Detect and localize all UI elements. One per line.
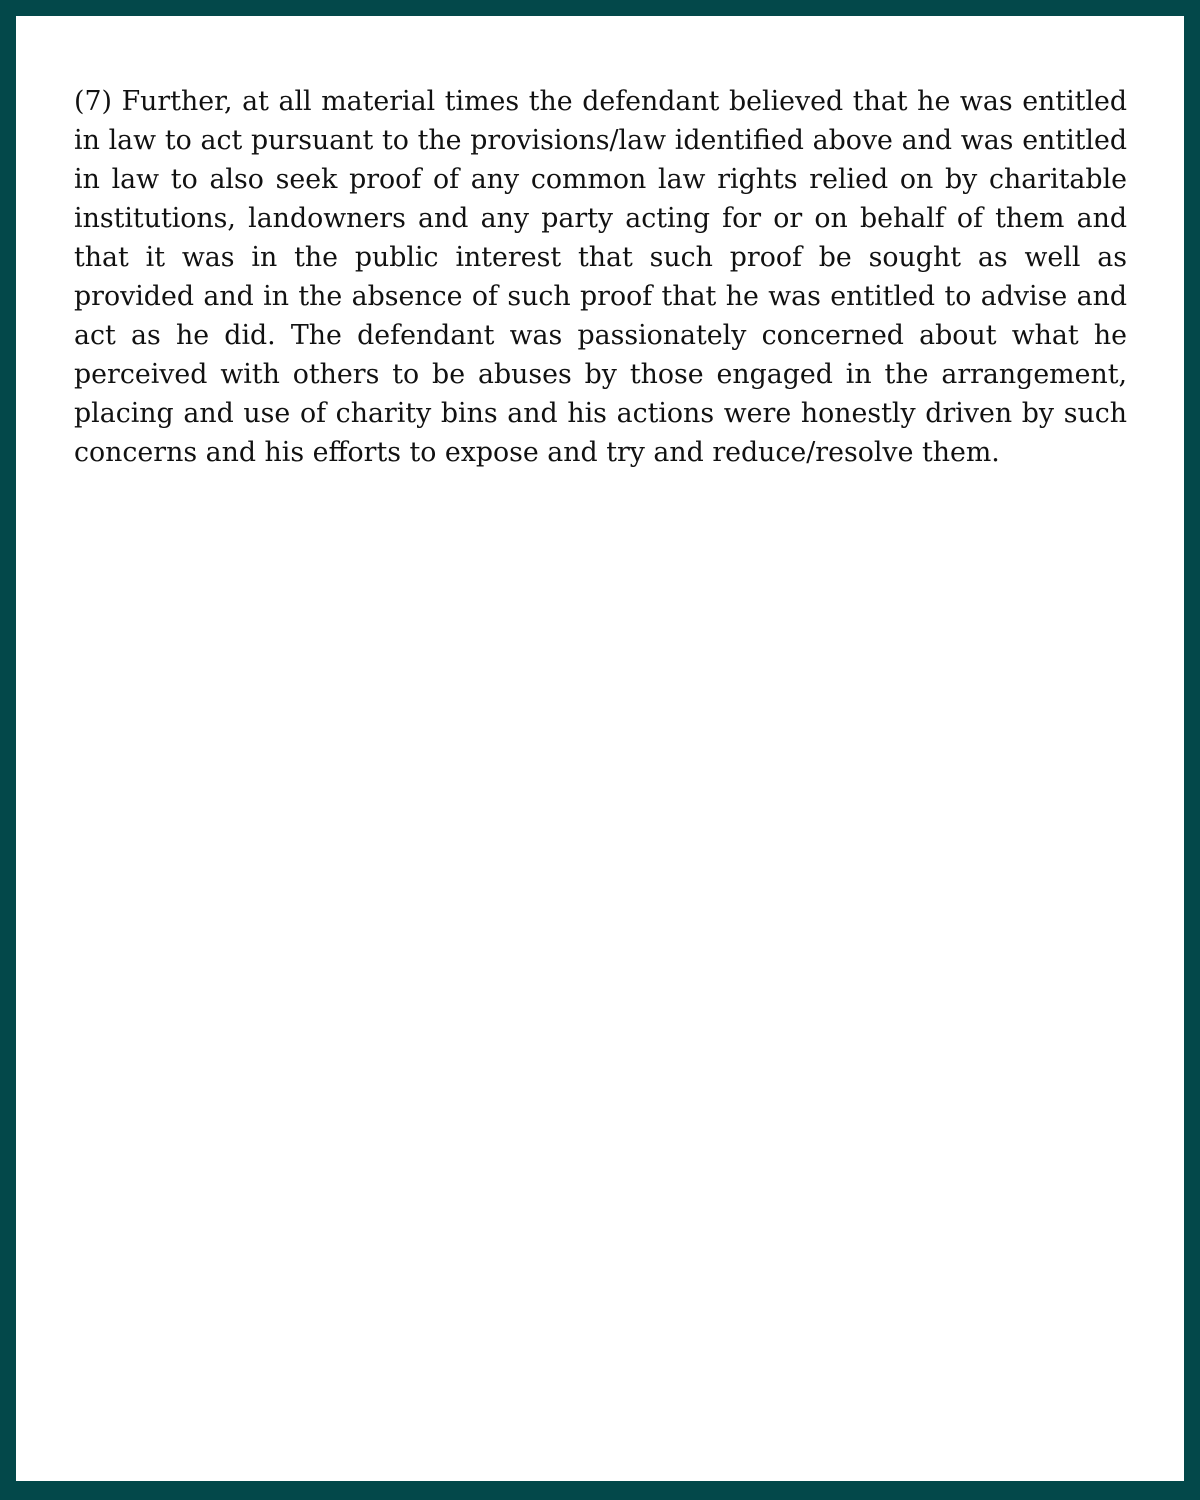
- document-page: [16, 16, 1184, 1481]
- document-paragraph: (7) Further, at all material times the defendant believed that he was entitled in law to act pursuant to the provisions/law identified above and was entitled in law to also seek proof of any common law rights relied on by charitable institutions, landowners and any party acting for or on behalf of them and that it was in the public interest that such proof be sought as well as provided and in the absence of such proof that he was entitled to advise and act as he did. The defendant was passionately concerned about what he perceived with others to be abuses by those engaged in the arrangement, placing and use of charity bins and his actions were honestly driven by such concerns and his efforts to expose and try and reduce/resolve them.: [74, 86, 1127, 468]
